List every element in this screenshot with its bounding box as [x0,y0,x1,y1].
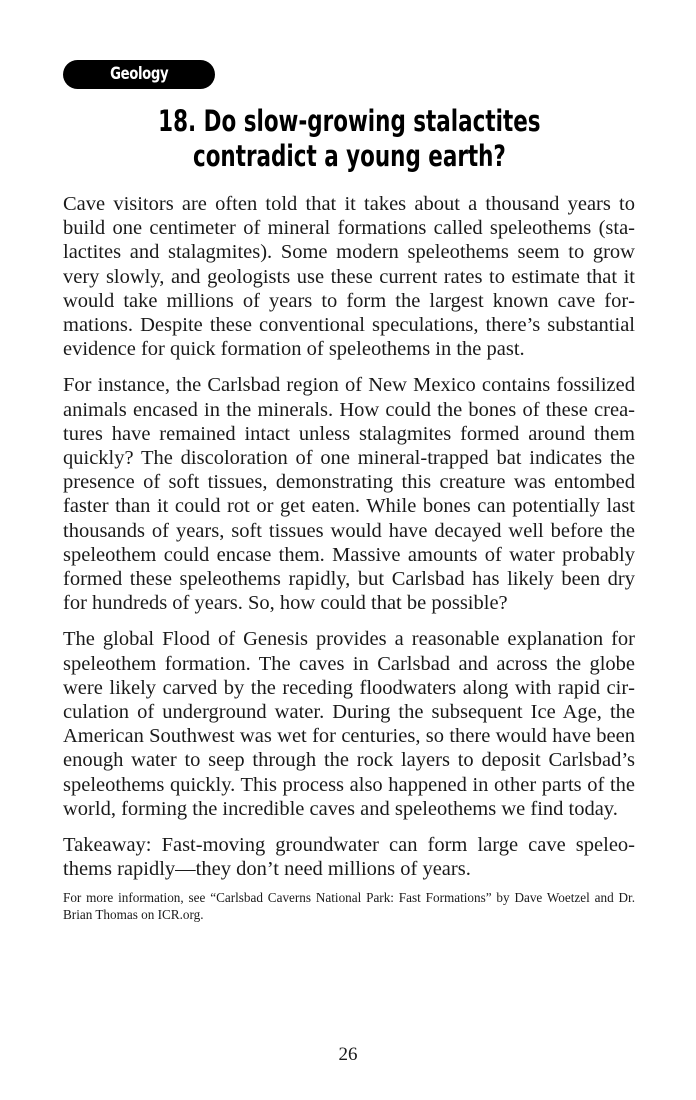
page-number: 26 [338,1044,358,1065]
paragraph-takeaway: Takeaway: Fast-moving groundwater can form large cave speleothems rapidly—they don’t need millions of years. [63,834,635,881]
paragraph-carlsbad: For instance, the Carlsbad region of New Mexico contains fossilized animals encased in the minerals. How could the bones of these creatures have remained intact unless stalagmites formed around them quickly? The discoloration of one mineral-trapped bat indicates the presence of soft tissues, demonstrating this creature was entombed faster than it could rot or get eaten. While bones can potentially last thousands of years, soft tissues would have decayed well before the speleothem could encase them. Massive amounts of water probably formed these speleothems rapidly, but Carlsbad has likely been dry for hundreds of years. So, how could that be possible? [63,374,635,615]
title-line-2: contradict a young earth? [192,139,506,173]
paragraph-flood: The global Flood of Genesis provides a reasonable explanation for speleothem formation. The caves in Carlsbad and across the globe were likely carved by the receding floodwaters along with rapid circulation of underground water. During the subsequent Ice Age, the American Southwest was wet for centuries, so there would have been enough water to seep through the rock layers to deposit Carlsbad’s speleothems quickly. This process also happened in other parts of the world, forming the incredible caves and speleothems we find today. [63,628,635,820]
title-line-1: 18. Do slow-growing stalactites [157,104,541,138]
article-body [63,192,635,923]
section-tag-label: Geology [109,64,169,84]
question-title [63,104,635,174]
paragraph-intro: Cave visitors are often told that it takes about a thousand years to build one centimeter of mineral formations called speleothems (stalactites and stalagmites). Some modern speleothems seem to grow very slowly, and geologists use these current rates to estimate that it would take millions of years to form the largest known cave formations. Despite these conventional speculations, there’s substantial evidence for quick formation of speleothems in the past. [63,193,635,361]
section-tag [63,60,215,89]
reference-note: For more information, see “Carlsbad Caverns National Park: Fast Formations” by Dave Woetzel and Dr. Brian Thomas on ICR.org. [63,890,635,923]
